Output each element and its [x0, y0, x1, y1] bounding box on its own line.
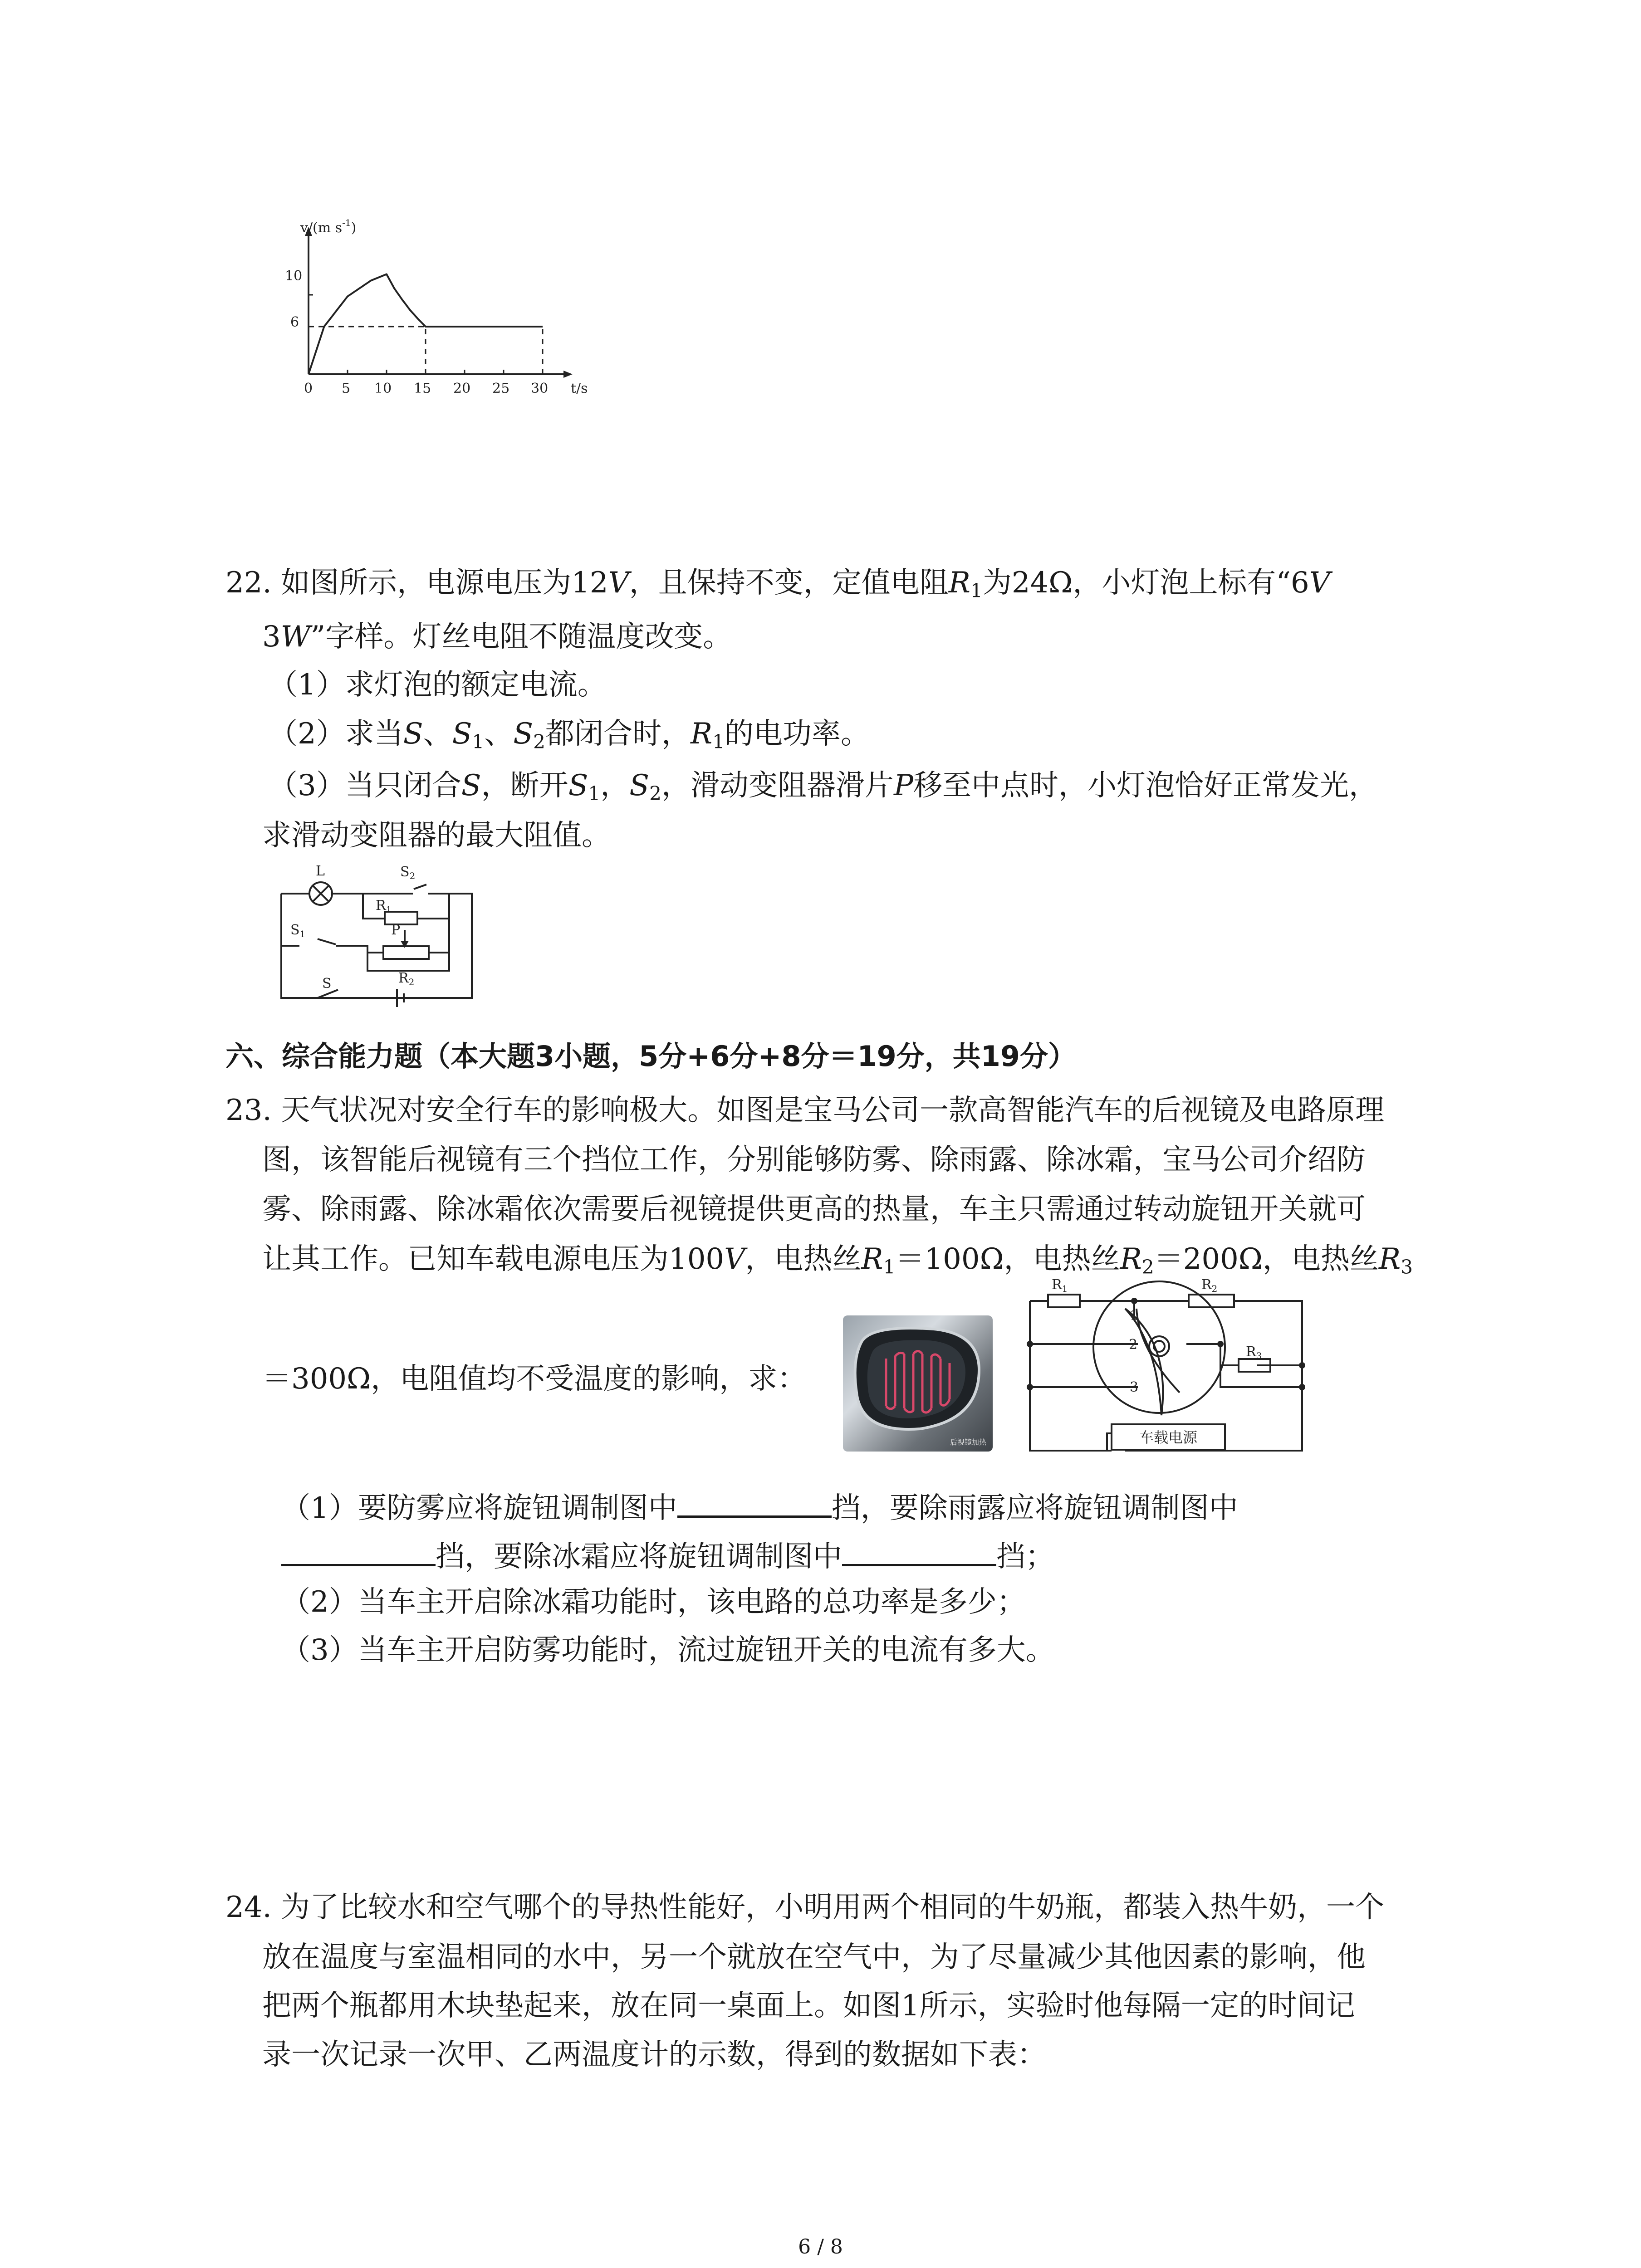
q23-part-1: （1）要防雾应将旋钮调制图中 挡，要除雨露应将旋钮调制图中 — [281, 1490, 1238, 1523]
q22-part-1: （1）求灯泡的额定电流。 — [269, 668, 607, 702]
x-axis-arrow — [563, 371, 573, 378]
q23-line-2: 图，该智能后视镜有三个挡位工作，分别能够防雾、除雨露、除冰霜，宝马公司介绍防 — [262, 1143, 1366, 1177]
rheostat-r2-symbol — [383, 946, 429, 959]
answer-blank-ice[interactable] — [842, 1539, 996, 1566]
label-s1: $S_1$ — [290, 922, 306, 939]
q24-line-3: 把两个瓶都用木块垫起来，放在同一桌面上。如图1所示，实验时他每隔一定的时间记 — [262, 1989, 1355, 2023]
x-tick-30: 30 — [531, 381, 549, 396]
q24-line-1: 24. 为了比较水和空气哪个的导热性能好，小明用两个相同的牛奶瓶，都装入热牛奶，一个 — [225, 1891, 1385, 1924]
answer-blank-rain[interactable] — [281, 1539, 436, 1566]
heated-mirror-photo — [843, 1315, 993, 1452]
q22-part-2: （2）求当S、$S_1$、$S_2$都闭合时，$R_1$的电功率。 — [269, 717, 870, 753]
q23-line-4: 让其工作。已知车载电源电压为100V，电热丝$R_1=100\Omega$，电热丝$R_2=200\Omega$，电热丝$R_3$ — [262, 1242, 1413, 1278]
x-axis-label: t/s — [571, 381, 588, 396]
q23-rotary-switch-circuit — [1021, 1270, 1311, 1456]
q23-line-3: 雾、除雨露、除冰霜依次需要后视镜提供更高的热量，车主只需通过转动旋钮开关就可 — [262, 1193, 1366, 1226]
q23-line-1: 23. 天气状况对安全行车的影响极大。如图是宝马公司一款高智能汽车的后视镜及电路原理 — [225, 1094, 1385, 1127]
label-r2: $R_2$ — [398, 970, 415, 987]
resistor-r1-symbol — [1048, 1295, 1080, 1307]
label-r1: $R_1$ — [376, 898, 392, 915]
label-r1: $R_1$ — [1052, 1277, 1068, 1294]
section-6-heading: 六、综合能力题（本大题3小题，5分+6分+8分＝19分，共19分） — [225, 1040, 1077, 1073]
y-tick-10: 10 — [285, 268, 303, 284]
q22-part-3: （3）当只闭合S，断开$S_1$，$S_2$，滑动变阻器滑片P移至中点时，小灯泡恰好正常发光， — [269, 769, 1378, 805]
switch-position-2: 2 — [1129, 1337, 1138, 1353]
q22-part-3-line-2: 求滑动变阻器的最大阻值。 — [262, 819, 611, 852]
answer-blank-fog[interactable] — [677, 1490, 832, 1518]
q23-part-1-line-2: 挡，要除冰霜应将旋钮调制图中 挡； — [281, 1539, 1054, 1571]
switch-position-3: 3 — [1130, 1379, 1139, 1395]
q22-line-1: 22. 如图所示，电源电压为12V，且保持不变，定值电阻$R_1$为24Ω，小灯泡上标有“6V — [225, 566, 1330, 602]
label-l: L — [316, 863, 325, 879]
q23-line-5: ＝300Ω，电阻值均不受温度的影响，求： — [262, 1362, 807, 1396]
velocity-time-graph — [277, 213, 612, 404]
x-tick-25: 25 — [492, 381, 510, 396]
q22-circuit-diagram — [272, 857, 485, 1007]
q24-line-4: 录一次记录一次甲、乙两温度计的示数，得到的数据如下表： — [262, 2038, 1046, 2072]
x-tick-10: 10 — [374, 381, 392, 396]
photo-caption: 后视镜加热 — [950, 1438, 986, 1447]
label-p: P — [391, 922, 401, 938]
label-s: S — [322, 976, 332, 992]
x-tick-0: 0 — [304, 381, 313, 396]
label-r3: $R_3$ — [1246, 1344, 1262, 1361]
q23-part-2: （2）当车主开启除冰霜功能时，该电路的总功率是多少； — [281, 1585, 1026, 1619]
y-axis-label: v/(m $s^{-1}$) — [300, 217, 357, 236]
page-number: 6 / 8 — [798, 2235, 843, 2258]
x-tick-20: 20 — [453, 381, 471, 396]
q24-line-2: 放在温度与室温相同的水中，另一个就放在空气中，为了尽量减少其他因素的影响，他 — [262, 1941, 1366, 1974]
x-tick-15: 15 — [414, 381, 431, 396]
switch-position-1: 1 — [1130, 1308, 1139, 1324]
power-source-label: 车载电源 — [1139, 1429, 1198, 1446]
label-s2: $S_2$ — [400, 864, 416, 881]
y-tick-6: 6 — [290, 314, 299, 330]
label-r2: $R_2$ — [1201, 1277, 1218, 1294]
x-tick-5: 5 — [342, 381, 351, 396]
q23-part-3: （3）当车主开启防雾功能时，流过旋钮开关的电流有多大。 — [281, 1633, 1055, 1667]
resistor-r2-symbol — [1189, 1295, 1234, 1307]
q22-line-2: 3W”字样。灯丝电阻不随温度改变。 — [262, 620, 732, 654]
